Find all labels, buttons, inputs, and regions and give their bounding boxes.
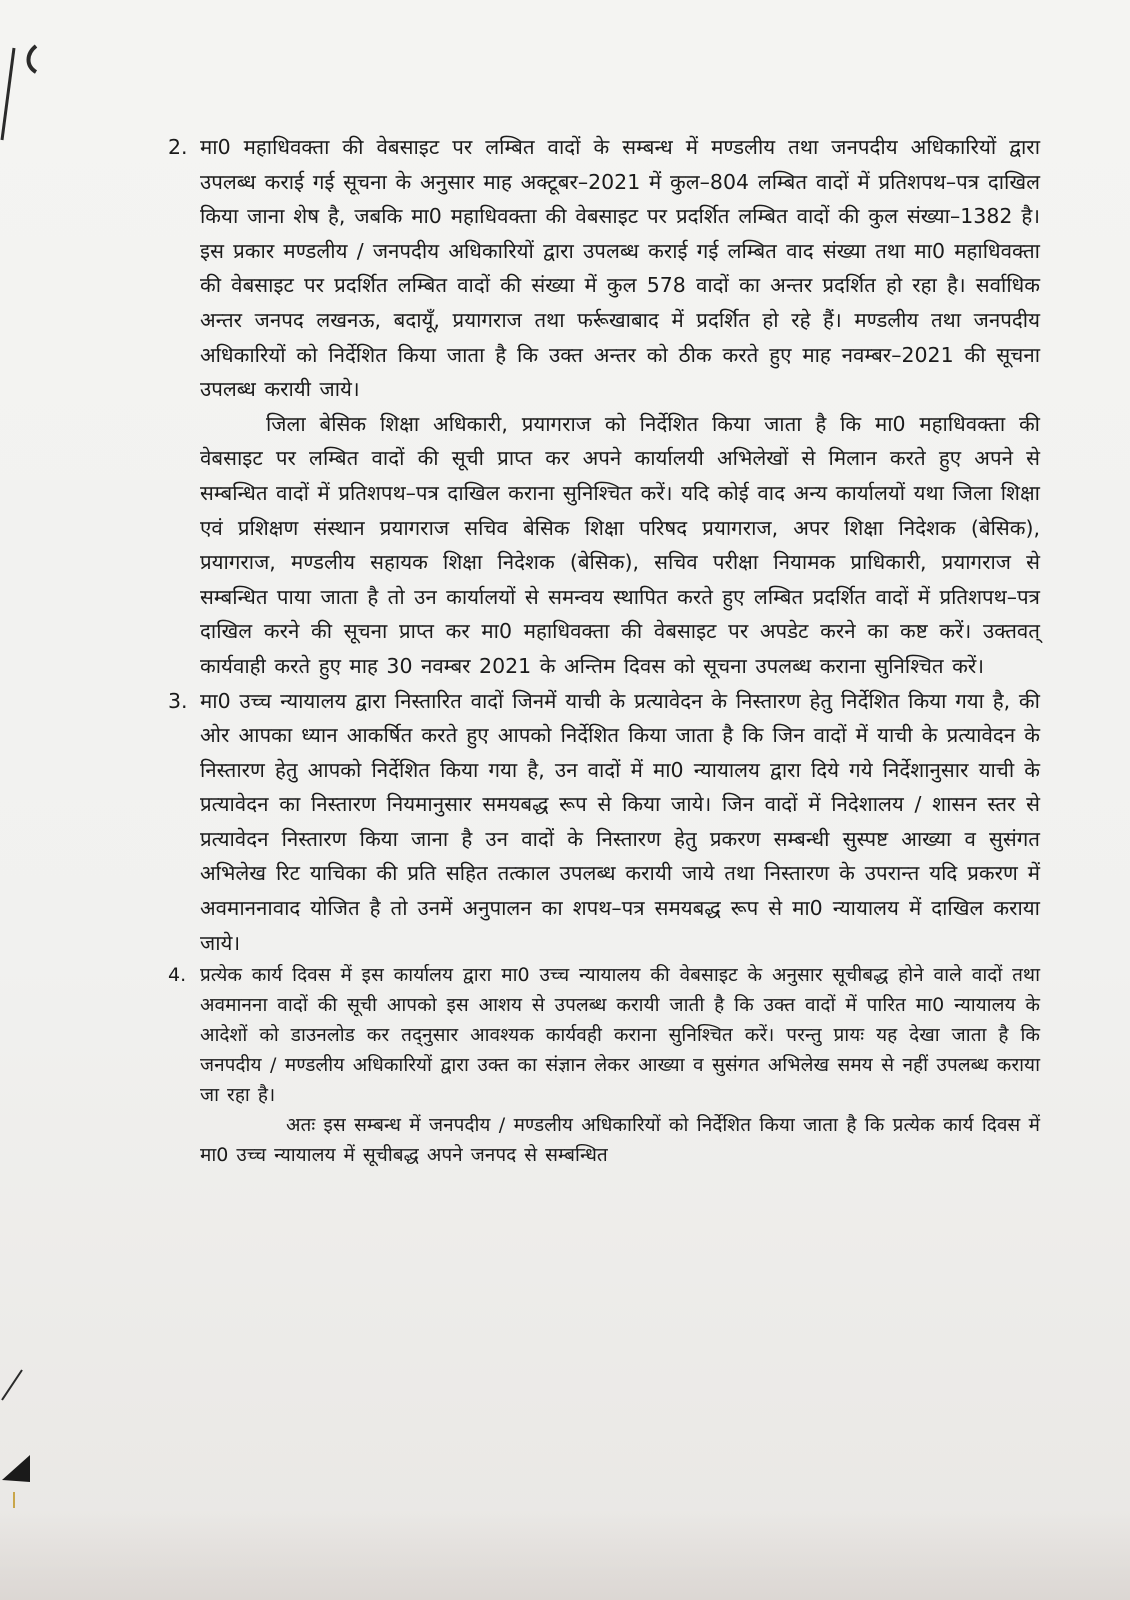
letter-body bbox=[160, 130, 1040, 1170]
paragraph-2 bbox=[160, 130, 1040, 407]
paragraph-3 bbox=[160, 684, 1040, 961]
paragraph-text: मा0 महाधिवक्ता की वेबसाइट पर लम्बित वादों के सम्बन्ध में मण्डलीय तथा जनपदीय अधिकारियों द्वारा उपलब्ध कराई गई सूचना के अनुसार माह अक्टूबर–2021 में कुल–804 लम्बित वादों में प्रतिशपथ–पत्र दाखिल किया जाना शेष है, जबकि मा0 महाधिवक्ता की वेबसाइट पर प्रदर्शित लम्बित वादों की कुल संख्या–1382 है। इस प्रकार मण्डलीय / जनपदीय अधिकारियों द्वारा उपलब्ध कराई गई लम्बित वाद संख्या तथा मा0 महाधिवक्ता की वेबसाइट पर प्रदर्शित लम्बित वादों की संख्या में कुल 578 वादों का अन्तर प्रदर्शित हो रहा है। सर्वाधिक अन्तर जनपद लखनऊ, बदायूँ, प्रयागराज तथा फर्रूखाबाद में प्रदर्शित हो रहे हैं। मण्डलीय तथा जनपदीय अधिकारियों को निर्देशित किया जाता है कि उक्त अन्तर को ठीक करते हुए माह नवम्बर–2021 की सूचना उपलब्ध करायी जाये। bbox=[200, 135, 1040, 402]
paragraph-number: 2. bbox=[168, 135, 188, 159]
paragraph-4 bbox=[160, 960, 1040, 1110]
paragraph-4-subparagraph: अतः इस सम्बन्ध में जनपदीय / मण्डलीय अधिकारियों को निर्देशित किया जाता है कि प्रत्येक कार्य दिवस में मा0 उच्च न्यायालय में सूचीबद्ध अपने जनपद से सम्बन्धित bbox=[200, 1114, 1040, 1167]
paragraph-text: मा0 उच्च न्यायालय द्वारा निस्तारित वादों जिनमें याची के प्रत्यावेदन के निस्तारण हेतु निर्देशित किया गया है, की ओर आपका ध्यान आकर्षित करते हुए आपको निर्देशित किया जाता है कि जिन वादों में याची के प्रत्यावेदन के निस्तारण हेतु आपको निर्देशित किया गया है, उन वादों में मा0 न्यायालय द्वारा दिये गये निर्देशानुसार याची के प्रत्यावेदन का निस्तारण नियमानुसार समयबद्ध रूप से किया जाये। जिन वादों में निदेशालय / शासन स्तर से प्रत्यावेदन निस्तारण किया जाना है उन वादों के निस्तारण हेतु प्रकरण सम्बन्धी सुस्पष्ट आख्या व सुसंगत अभिलेख रिट याचिका की प्रति सहित तत्काल उपलब्ध करायी जाये तथा निस्तारण के उपरान्त यदि प्रकरण में अवमाननावाद योजित है तो उनमें अनुपालन का शपथ–पत्र समयबद्ध रूप से मा0 न्यायालय में दाखिल कराया जाये। bbox=[200, 688, 1040, 955]
paragraph-number: 3. bbox=[168, 688, 188, 713]
scan-shadow bbox=[0, 1510, 1130, 1600]
paragraph-2-subparagraph: जिला बेसिक शिक्षा अधिकारी, प्रयागराज को निर्देशित किया जाता है कि मा0 महाधिवक्ता की वेबसाइट पर लम्बित वादों की सूची प्राप्त कर अपने कार्यालयी अभिलेखों से मिलान करते हुए अपने से सम्बन्धित वादों में प्रतिशपथ–पत्र दाखिल कराना सुनिश्चित करें। यदि कोई वाद अन्य कार्यालयों यथा जिला शिक्षा एवं प्रशिक्षण संस्थान प्रयागराज सचिव बेसिक शिक्षा परिषद प्रयागराज, अपर शिक्षा निदेशक (बेसिक), प्रयागराज, मण्डलीय सहायक शिक्षा निदेशक (बेसिक), सचिव परीक्षा नियामक प्राधिकारी, प्रयागराज से सम्बन्धित पाया जाता है तो उन कार्यालयों से समन्वय स्थापित करते हुए लम्बित प्रदर्शित वादों में प्रतिशपथ–पत्र दाखिल करने की सूचना प्राप्त कर मा0 महाधिवक्ता की वेबसाइट पर अपडेट करने का कष्ट करें। उक्तवत् कार्यवाही करते हुए माह 30 नवम्बर 2021 के अन्तिम दिवस को सूचना उपलब्ध कराना सुनिश्चित करें। bbox=[200, 411, 1040, 678]
scan-edge-mark-bottom bbox=[0, 1360, 40, 1510]
paragraph-text: प्रत्येक कार्य दिवस में इस कार्यालय द्वारा मा0 उच्च न्यायालय की वेबसाइट के अनुसार सूचीबद्ध होने वाले वादों तथा अवमानना वादों की सूची आपको इस आशय से उपलब्ध करायी जाती है कि उक्त वादों में पारित मा0 न्यायालय के आदेशों को डाउनलोड कर तद्नुसार आवश्यक कार्यवही कराना सुनिश्चित करें। परन्तु प्रायः यह देखा जाता है कि जनपदीय / मण्डलीय अधिकारियों द्वारा उक्त का संज्ञान लेकर आख्या व सुसंगत अभिलेख समय से नहीं उपलब्ध कराया जा रहा है। bbox=[200, 964, 1040, 1107]
scan-edge-mark-top bbox=[0, 40, 40, 150]
paragraph-number: 4. bbox=[168, 964, 187, 987]
